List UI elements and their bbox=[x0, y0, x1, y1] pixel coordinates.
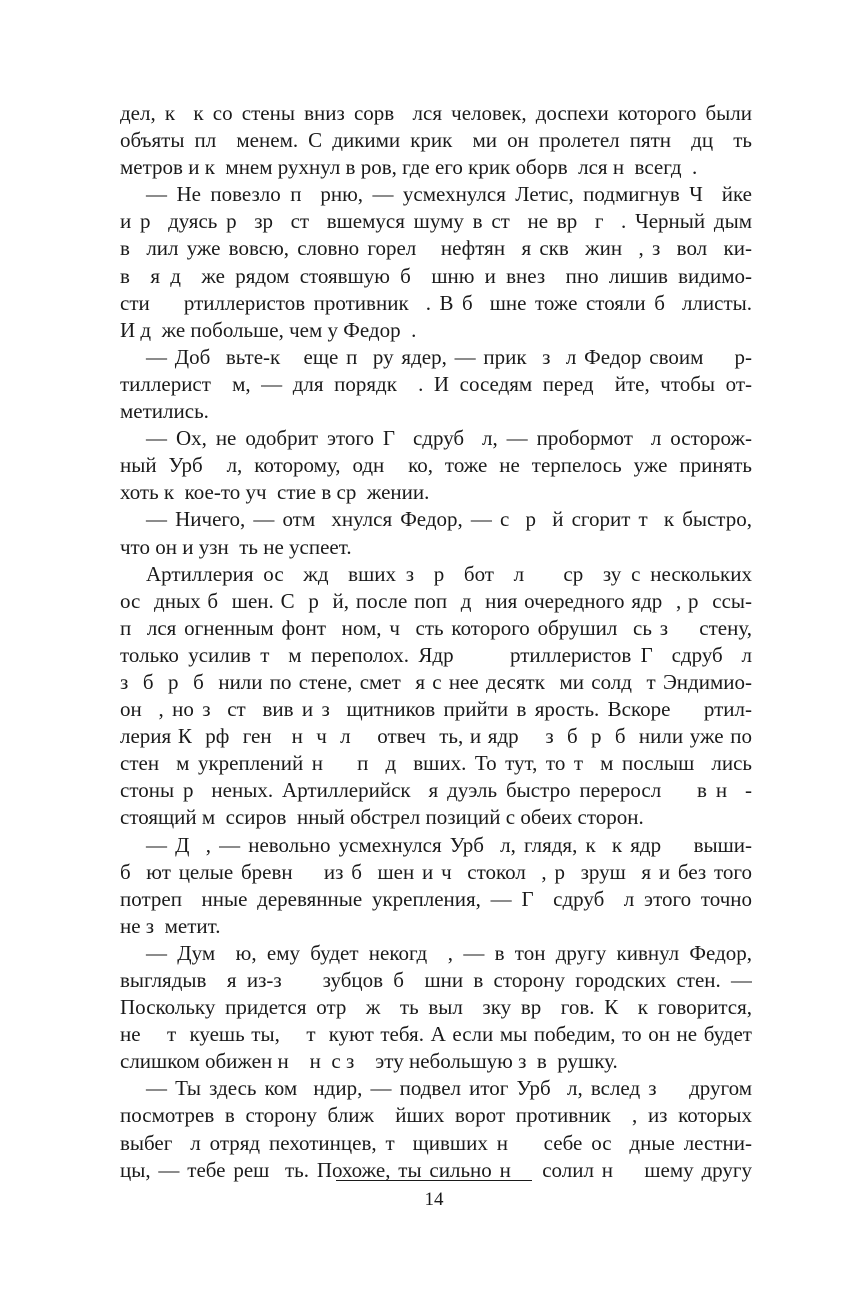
footer-divider bbox=[336, 1180, 532, 1181]
text-line: стоящий м ссиров нный обстрел позиций с обеих сторон. bbox=[120, 805, 644, 830]
text-line: слишком обижен н н с з эту небольшую з в рушку. bbox=[120, 1049, 618, 1074]
text-line: ный Урб л, которому, одн ко, тоже не терпелось уже принять bbox=[120, 453, 752, 478]
text-line: в лил уже вовсю, словно горел нефтян я скв жин , з вол ки- bbox=[120, 236, 752, 261]
text-line: — Доб вьте-к еще п ру ядер, — прик з л Федор своим р- bbox=[146, 344, 752, 369]
text-line: дел, к к со стены вниз сорв лся человек, доспехи которого были bbox=[120, 101, 752, 125]
body-text bbox=[120, 100, 752, 1184]
page-number: 14 bbox=[424, 1189, 444, 1210]
text-line: тиллерист м, — для порядк . И соседям перед йте, чтобы от- bbox=[120, 371, 752, 396]
text-line: п лся огненным фонт ном, ч сть которого обрушил сь з стену, bbox=[120, 615, 752, 640]
text-line: б ют целые бревн из б шен и ч стокол , р зруш я и без того bbox=[120, 859, 752, 884]
text-line: И д же побольше, чем у Федор . bbox=[120, 317, 417, 342]
text-line: не т куешь ты, т куют тебя. А если мы победим, то он не будет bbox=[120, 1022, 752, 1047]
text-line: метились. bbox=[120, 399, 209, 424]
text-line: з б р б нили по стене, смет я с нее десятк ми солд т Эндимио- bbox=[120, 669, 752, 694]
text-line: выглядыв я из-з зубцов б шни в сторону городских стен. — bbox=[120, 968, 752, 992]
text-line: — Ничего, — отм хнулся Федор, — с р й сгорит т к быстро, bbox=[146, 507, 752, 532]
text-line: — Дум ю, ему будет некогд , — в тон другу кивнул Федор, bbox=[146, 940, 752, 965]
text-line: стен м укреплений н п д вших. То тут, то т м послыш лись bbox=[120, 751, 752, 776]
text-line: в я д же рядом стоявшую б шню и внез пно лишив видимо- bbox=[120, 263, 752, 288]
text-line: Артиллерия ос жд вших з р бот л ср зу с нескольких bbox=[146, 561, 752, 586]
text-line: — Д , — невольно усмехнулся Урб л, глядя, к к ядр выши- bbox=[146, 832, 752, 857]
text-line: объяты пл менем. С дикими крик ми он пролетел пятн дц ть bbox=[120, 128, 752, 153]
text-line: цы, — тебе реш ть. Похоже, ты сильно н солил н шему другу bbox=[120, 1157, 752, 1182]
text-line: не з метит. bbox=[120, 913, 221, 938]
text-line: хоть к кое-то уч стие в ср жении. bbox=[120, 480, 430, 505]
text-line: сти ртиллеристов противник . В б шне тоже стояли б ллисты. bbox=[120, 290, 752, 315]
text-line: стоны р неных. Артиллерийск я дуэль быстро переросл в н - bbox=[120, 778, 752, 803]
text-line: выбег л отряд пехотинцев, т щивших н себе ос дные лестни- bbox=[120, 1130, 752, 1155]
text-line: только усилив т м переполох. Ядр ртиллеристов Г сдруб л bbox=[120, 642, 752, 667]
text-line: потреп нные деревянные укрепления, — Г сдруб л этого точно bbox=[120, 886, 752, 911]
text-line: Поскольку придется отр ж ть выл зку вр гов. К к говорится, bbox=[120, 995, 752, 1020]
text-line: он , но з ст вив и з щитников прийти в ярость. Вскоре ртил- bbox=[120, 697, 752, 722]
text-line: метров и к мнем рухнул в ров, где его крик оборв лся н всегд . bbox=[120, 155, 698, 180]
text-line: ос дных б шен. С р й, после поп д ния очередного ядр , р ссы- bbox=[120, 588, 752, 613]
text-line: — Не повезло п рню, — усмехнулся Летис, подмигнув Ч йке bbox=[146, 182, 752, 207]
text-line: — Ох, не одобрит этого Г сдруб л, — пробормот л осторож- bbox=[146, 426, 752, 451]
text-line: что он и узн ть не успеет. bbox=[120, 534, 352, 559]
text-line: — Ты здесь ком ндир, — подвел итог Урб л, вслед з другом bbox=[146, 1076, 752, 1101]
text-line: лерия К рф ген н ч л отвеч ть, и ядр з б р б нили уже по bbox=[120, 724, 752, 749]
text-line: и р дуясь р зр ст вшемуся шуму в ст не вр г . Черный дым bbox=[120, 209, 752, 234]
text-line: посмотрев в сторону ближ йших ворот противник , из которых bbox=[120, 1103, 752, 1128]
